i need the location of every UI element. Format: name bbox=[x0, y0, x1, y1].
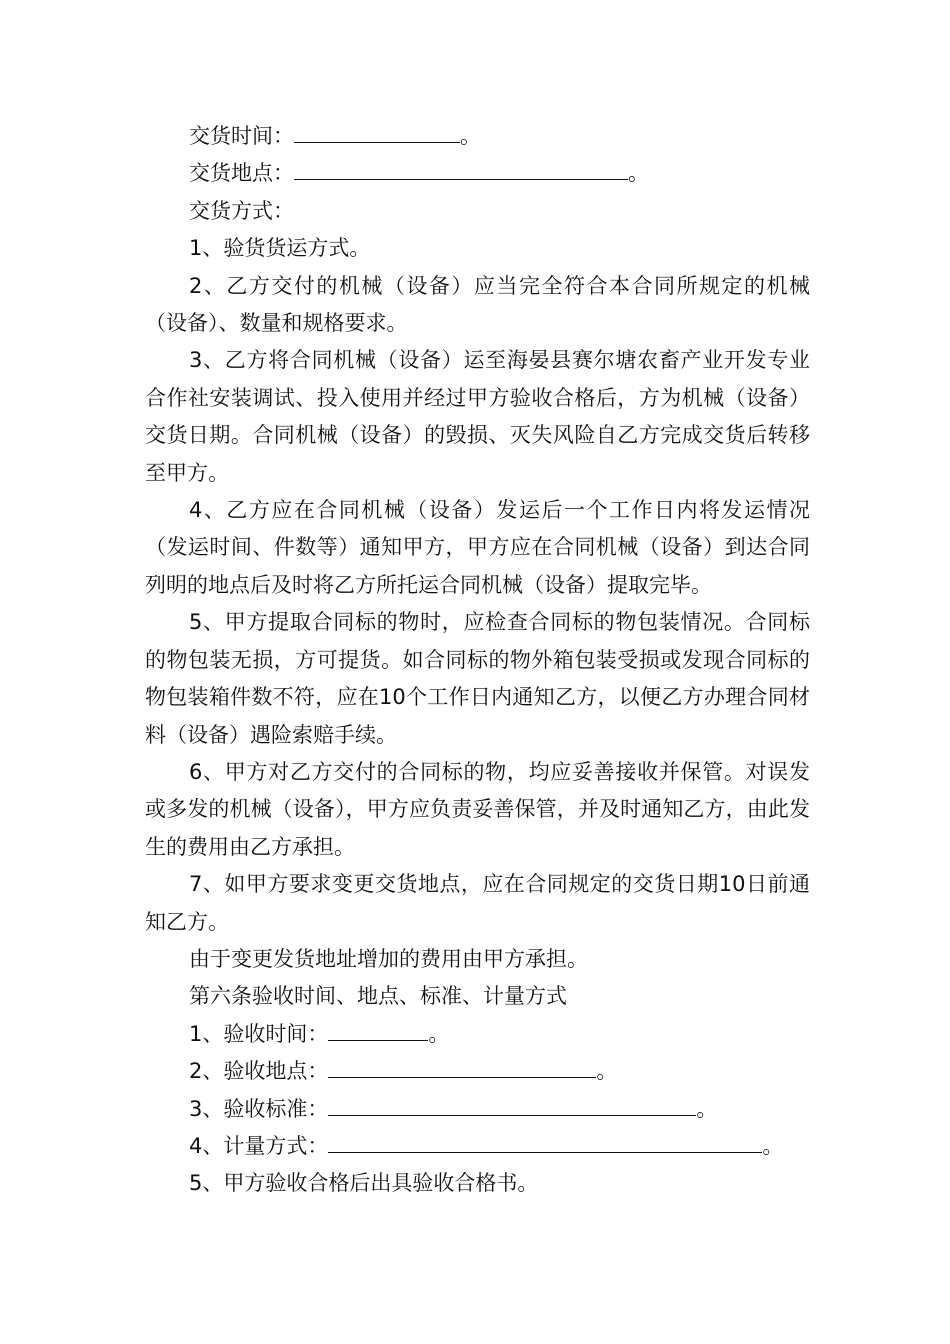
acceptance-standard-blank bbox=[328, 1097, 696, 1116]
acceptance-time-label: 1、验收时间： bbox=[189, 1021, 329, 1046]
item-1: 1、验货货运方式。 bbox=[189, 236, 371, 261]
item-7: 7、如甲方要求变更交货地点，应在合同规定的交货日期10日前通知乙方。 bbox=[145, 872, 810, 934]
measurement-method-blank bbox=[328, 1134, 762, 1153]
measurement-method-line bbox=[145, 1128, 810, 1165]
acceptance-place-label: 2、验收地点： bbox=[189, 1059, 329, 1084]
delivery-time-line bbox=[145, 118, 810, 155]
delivery-place-line bbox=[145, 155, 810, 192]
item-5: 5、甲方提取合同标的物时，应检查合同标的物包装情况。合同标的物包装无损，方可提货。如合同标的物外箱包装受损或发现合同标的物包装箱件数不符，应在10个工作日内通知乙方，以便乙方办理合同材料（设备）遇险索赔手续。 bbox=[145, 610, 810, 747]
delivery-place-label: 交货地点： bbox=[189, 161, 294, 186]
period: 。 bbox=[596, 1059, 618, 1084]
item-3: 3、乙方将合同机械（设备）运至海晏县赛尔塘农畜产业开发专业合作社安装调试、投入使用并经过甲方验收合格后，方为机械（设备）交货日期。合同机械（设备）的毁损、灭失风险自乙方完成交货后转移至甲方。 bbox=[145, 348, 810, 485]
acceptance-time-line bbox=[145, 1016, 810, 1053]
period: 。 bbox=[762, 1133, 784, 1158]
acceptance-place-blank bbox=[328, 1059, 596, 1078]
measurement-method-label: 4、计量方式： bbox=[189, 1133, 329, 1158]
item-6: 6、甲方对乙方交付的合同标的物，均应妥善接收并保管。对误发或多发的机械（设备），甲方应负责妥善保管，并及时通知乙方，由此发生的费用由乙方承担。 bbox=[145, 759, 810, 859]
period: 。 bbox=[628, 161, 649, 186]
period: 。 bbox=[460, 124, 481, 148]
acceptance-place-line bbox=[145, 1053, 810, 1090]
item-4: 4、乙方应在合同机械（设备）发运后一个工作日内将发运情况（发运时间、件数等）通知甲方，甲方应在合同机械（设备）到达合同列明的地点后及时将乙方所托运合同机械（设备）提取完毕。 bbox=[145, 498, 810, 597]
delivery-place-blank bbox=[294, 161, 628, 180]
article-6-title: 第六条验收时间、地点、标准、计量方式 bbox=[189, 984, 567, 1009]
period: 。 bbox=[428, 1021, 450, 1046]
delivery-time-label: 交货时间： bbox=[189, 124, 294, 148]
acceptance-time-blank bbox=[328, 1022, 428, 1041]
period: 。 bbox=[696, 1096, 718, 1121]
acceptance-standard-line bbox=[145, 1091, 810, 1128]
delivery-method-line: 交货方式： bbox=[189, 198, 294, 223]
acceptance-standard-label: 3、验收标准： bbox=[189, 1096, 329, 1121]
extra-cost-note: 由于变更发货地址增加的费用由甲方承担。 bbox=[189, 946, 588, 971]
delivery-time-blank bbox=[294, 124, 460, 143]
acceptance-certificate-line: 5、甲方验收合格后出具验收合格书。 bbox=[189, 1171, 539, 1196]
document-body bbox=[145, 118, 810, 1203]
item-2: 2、乙方交付的机械（设备）应当完全符合本合同所规定的机械（设备）、数量和规格要求。 bbox=[145, 273, 810, 336]
